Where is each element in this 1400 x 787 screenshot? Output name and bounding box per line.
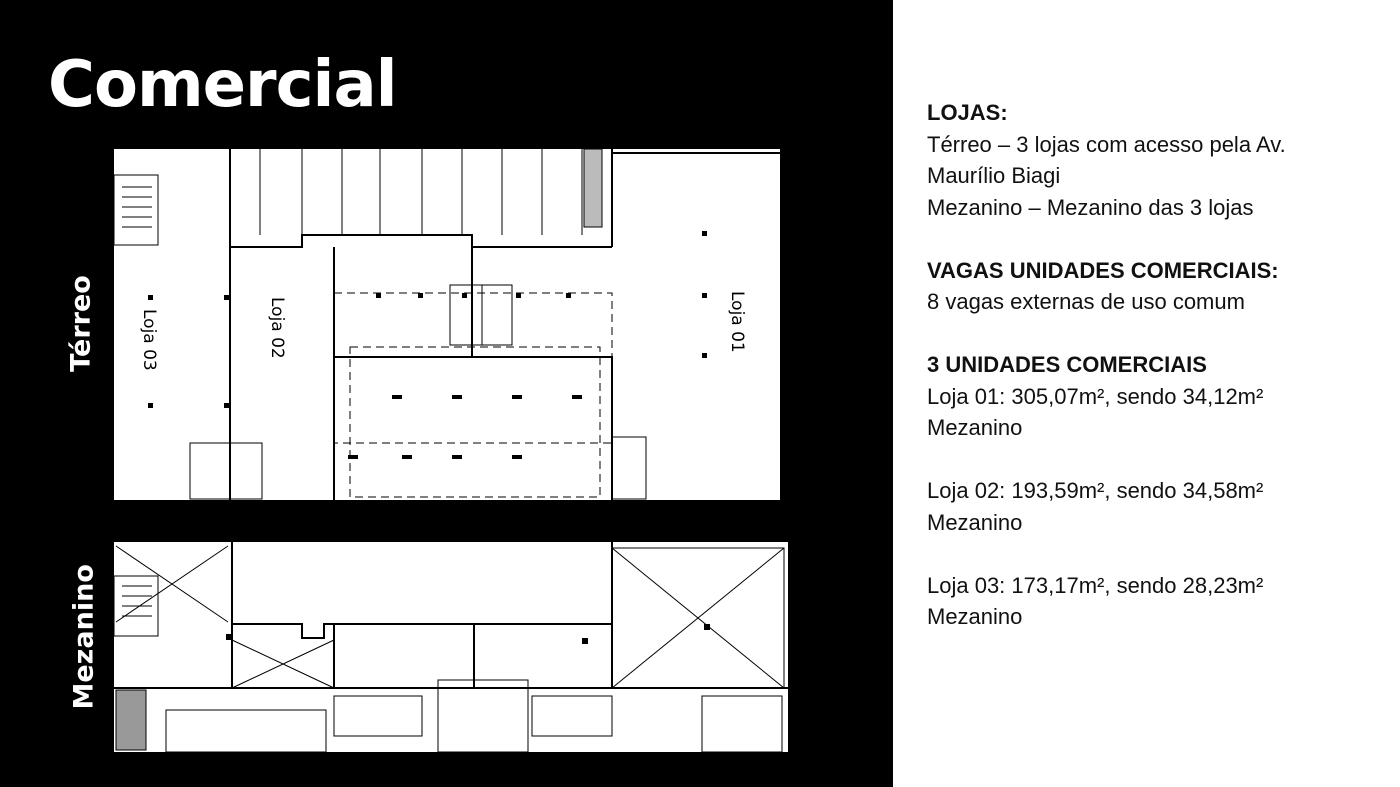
loja01-area: Loja 01: 305,07m², sendo 34,12m²	[927, 383, 1264, 409]
vagas-heading: VAGAS UNIDADES COMERCIAIS:	[927, 257, 1279, 283]
spacer	[927, 223, 1387, 255]
label-loja02: Loja 02	[267, 297, 287, 359]
lojas-line-1: Térreo – 3 lojas com acesso pela Av.	[927, 131, 1286, 157]
lojas-line-3: Mezanino – Mezanino das 3 lojas	[927, 194, 1254, 220]
label-loja01: Loja 01	[727, 291, 747, 353]
loja03-mezanino: Mezanino	[927, 604, 1023, 629]
spacer	[927, 538, 1387, 570]
loja01-mezanino: Mezanino	[927, 415, 1023, 440]
lojas-line-2: Maurílio Biagi	[927, 163, 1061, 188]
unidades-heading: 3 UNIDADES COMERCIAIS	[927, 352, 1207, 377]
loja02-area: Loja 02: 193,59m², sendo 34,58m²	[927, 478, 1264, 503]
mezanino-plan-drawing	[112, 540, 790, 754]
terreo-plan-drawing	[112, 147, 782, 502]
info-text-block	[927, 97, 1387, 633]
loja02-mezanino: Mezanino	[927, 509, 1023, 535]
spacer	[927, 444, 1387, 476]
vagas-line: 8 vagas externas de uso comum	[927, 289, 1245, 314]
floor-plan-terreo	[112, 147, 782, 502]
page-title: Comercial	[48, 48, 397, 122]
floor-plan-mezanino	[112, 540, 790, 754]
loja03-area: Loja 03: 173,17m², sendo 28,23m²	[927, 572, 1264, 598]
floor-label-terreo: Térreo	[65, 275, 97, 372]
spacer	[927, 318, 1387, 350]
right-panel	[893, 0, 1400, 787]
lojas-heading: LOJAS:	[927, 100, 1008, 125]
floor-label-mezanino: Mezanino	[68, 564, 100, 710]
label-loja03: Loja 03	[139, 309, 159, 371]
